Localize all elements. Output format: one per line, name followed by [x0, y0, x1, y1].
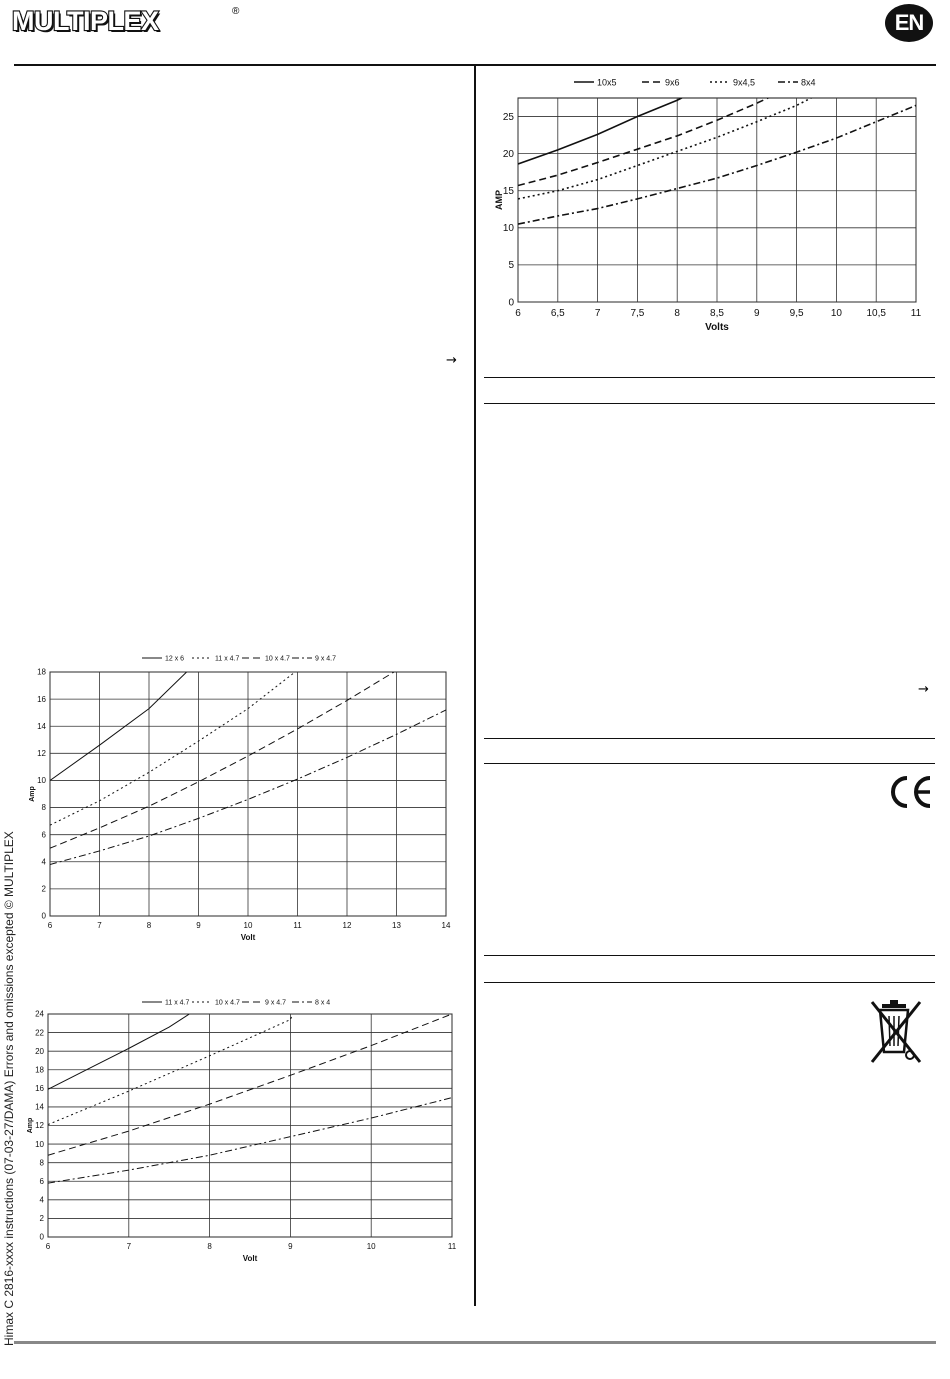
x-axis-label: Volt [240, 933, 256, 942]
y-tick-label: 25 [502, 111, 514, 123]
y-axis-label: AMP [494, 190, 504, 210]
y-tick-label: 18 [35, 1065, 44, 1075]
x-axis-label: Volt [242, 1254, 258, 1263]
x-tick-label: 7 [594, 308, 601, 319]
column-divider [474, 66, 476, 1306]
x-tick-label: 11 [447, 1242, 457, 1251]
legend-entry: 10 x 4.7 [265, 655, 290, 663]
section-rule [484, 738, 935, 739]
x-tick-label: 6 [45, 1242, 51, 1251]
y-tick-label: 0 [41, 911, 46, 921]
x-tick-label: 10 [243, 921, 253, 930]
brand-name: MULTIPLEX [12, 6, 159, 36]
y-tick-label: 22 [35, 1028, 44, 1038]
y-axis-label: Amp [29, 786, 36, 802]
multiplex-logo [12, 6, 240, 36]
y-tick-label: 5 [508, 260, 514, 272]
x-tick-label: 9 [288, 1242, 293, 1251]
y-tick-label: 18 [37, 667, 46, 677]
y-tick-label: 14 [37, 721, 46, 731]
document-footer-sidebar: Himax C 2816-xxxx instructions (07-03-27/DAMA) Errors and omissions excepted © MULTIPLEX [2, 831, 16, 1346]
language-badge: EN [885, 4, 933, 42]
y-tick-label: 10 [502, 223, 514, 235]
y-tick-label: 2 [41, 884, 46, 894]
legend-entry: 9 x 4.7 [265, 999, 287, 1007]
section-rule [484, 982, 935, 983]
y-tick-label: 4 [39, 1195, 44, 1205]
y-tick-label: 15 [502, 186, 514, 198]
footer-divider [14, 1341, 936, 1344]
current-vs-voltage-chart-2 [22, 648, 462, 956]
continue-arrow-icon: → [446, 353, 457, 368]
x-tick-label: 8 [207, 1242, 212, 1251]
x-tick-label: 10 [366, 1242, 376, 1251]
x-tick-label: 8 [146, 921, 152, 930]
y-tick-label: 2 [39, 1214, 44, 1224]
x-tick-label: 7,5 [630, 308, 645, 319]
x-tick-label: 7 [126, 1242, 132, 1251]
x-tick-label: 10,5 [866, 308, 886, 319]
x-tick-label: 6 [515, 308, 521, 319]
y-tick-label: 20 [502, 148, 514, 160]
section-rule [484, 955, 935, 956]
x-tick-label: 9 [196, 921, 201, 930]
section-rule [484, 377, 935, 378]
continue-arrow-icon: → [918, 682, 929, 697]
y-tick-label: 16 [35, 1084, 44, 1093]
section-rule [484, 403, 935, 404]
x-tick-label: 14 [441, 921, 451, 930]
weee-bin-icon [866, 998, 926, 1066]
legend-entry: 9x4,5 [733, 77, 756, 88]
y-tick-label: 6 [41, 830, 46, 840]
y-tick-label: 14 [35, 1102, 44, 1112]
x-tick-label: 7 [97, 921, 102, 930]
y-tick-label: 16 [37, 694, 46, 704]
y-tick-label: 12 [35, 1121, 44, 1131]
y-tick-label: 6 [39, 1176, 44, 1186]
legend-entry: 8x4 [801, 77, 816, 88]
registered-mark: ® [232, 6, 240, 17]
x-tick-label: 10 [830, 308, 842, 319]
ce-mark-icon [888, 774, 934, 810]
y-tick-label: 0 [39, 1232, 44, 1242]
y-tick-label: 8 [41, 803, 46, 813]
y-tick-label: 0 [508, 297, 514, 309]
y-tick-label: 24 [35, 1009, 44, 1019]
legend-entry: 9 x 4.7 [315, 655, 337, 663]
legend-entry: 10 x 4.7 [215, 999, 240, 1007]
legend-entry: 9x6 [665, 77, 680, 88]
legend-entry: 10x5 [597, 77, 617, 88]
section-rule [484, 763, 935, 764]
y-tick-label: 10 [35, 1139, 44, 1149]
x-tick-label: 8 [674, 308, 680, 319]
x-axis-label: Volts [705, 322, 729, 333]
x-tick-label: 9 [754, 308, 760, 319]
y-tick-label: 20 [35, 1046, 44, 1056]
x-tick-label: 12 [342, 921, 352, 930]
legend-entry: 12 x 6 [165, 655, 185, 663]
x-tick-label: 13 [392, 921, 401, 930]
x-tick-label: 9,5 [789, 308, 804, 319]
y-tick-label: 12 [37, 749, 46, 758]
y-axis-label: Amp [27, 1117, 34, 1134]
current-vs-voltage-chart-3 [22, 994, 462, 1272]
y-tick-label: 10 [37, 776, 46, 786]
x-tick-label: 6,5 [550, 308, 565, 319]
y-tick-label: 8 [39, 1158, 44, 1168]
x-tick-label: 11 [293, 921, 302, 930]
current-vs-voltage-chart-1 [490, 72, 930, 342]
legend-entry: 11 x 4.7 [215, 655, 240, 663]
legend-entry: 11 x 4.7 [165, 999, 190, 1007]
x-tick-label: 6 [47, 921, 53, 930]
x-tick-label: 11 [910, 308, 922, 319]
legend-entry: 8 x 4 [315, 999, 331, 1007]
y-tick-label: 4 [41, 857, 46, 867]
x-tick-label: 8,5 [710, 308, 724, 319]
